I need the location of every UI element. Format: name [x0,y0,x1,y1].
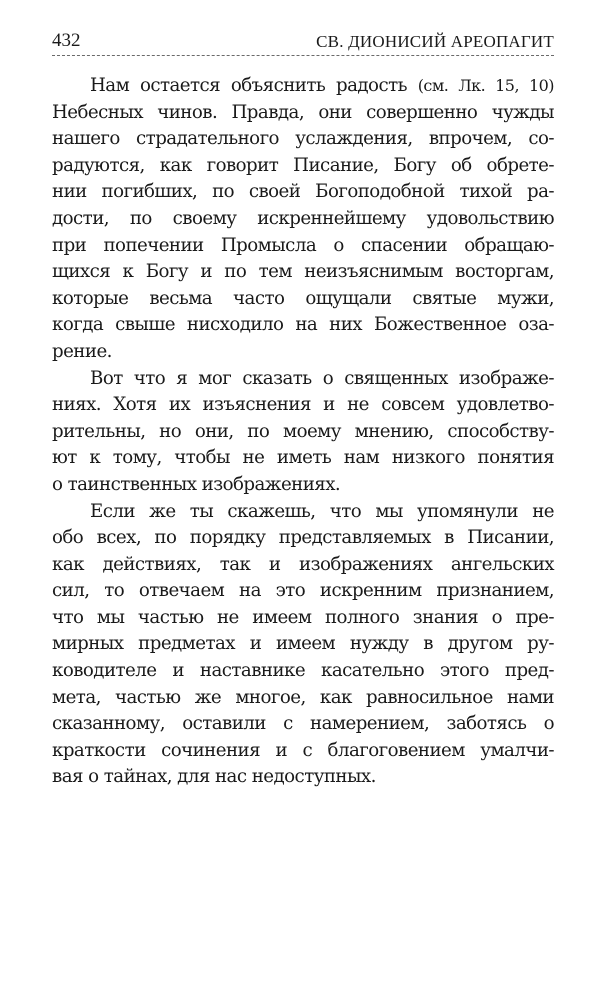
text-line: Если же ты скажешь, что мы упомянули не [90,500,554,522]
text-line: радуются, как говорит Писание, Богу об обрете- [52,154,554,176]
text-line: сказанному, оставили с намерением, заботясь о [52,713,554,735]
scripture-reference: (см. Лк. 15, 10) [417,76,554,95]
text-line [52,73,554,100]
text-line: ководителе и наставнике касательно этого пред- [52,660,554,682]
text-line: Вот что я мог сказать о священных изображе- [90,367,554,389]
text-line: что мы частью не имеем полного знания о пре- [52,606,554,628]
text-line: обо всех, по порядку представляемых в Писании, [52,527,554,549]
running-title: СВ. ДИОНИСИЙ АРЕОПАГИТ [316,32,554,51]
text-line: сил, то отвечаем на это искренним признанием, [52,580,554,602]
text-line: вая о тайнах, для нас недоступных. [52,766,376,788]
text-line: которые весьма часто ощущали святые мужи, [52,287,554,309]
text-line: как действиях, так и изображениях ангельских [52,553,554,575]
paragraph-3 [52,499,554,792]
text-line: нии погибших, по своей Богоподобной тихой ра- [52,181,554,203]
paragraph-2 [52,366,554,499]
text-line: нашего страдательного услаждения, впрочем, со- [52,128,554,150]
text-fragment: Нам остается объяснить радость [90,75,407,96]
header-rule [52,55,554,56]
paragraph-1 [52,73,554,366]
text-line: рительны, но они, по моему мнению, способству- [52,420,554,442]
text-line: при попечении Промысла о спасении обращаю- [52,234,554,256]
text-line: мирных предметах и имеем нужду в другом ру- [52,633,554,655]
text-line: дости, по своему искреннейшему удовольствию [52,207,554,229]
text-line: краткости сочинения и с благоговением умалчи- [52,739,554,761]
text-line: рение. [52,340,112,362]
text-line: Небесных чинов. Правда, они совершенно чужды [52,101,554,123]
text-line: о таинственных изображениях. [52,473,341,495]
page-number: 432 [52,30,81,51]
text-line: ют к тому, чтобы не иметь нам низкого понятия [52,447,554,469]
text-line: когда свыше нисходило на них Божественное оза- [52,314,554,336]
page-header [52,30,554,52]
text-line: щихся к Богу и по тем неизъяснимым восторгам, [52,261,554,283]
body-text [52,73,554,791]
text-line: ниях. Хотя их изъяснения и не совсем удовлетво- [52,394,554,416]
text-line: мета, частью же многое, как равносильное нами [52,686,554,708]
